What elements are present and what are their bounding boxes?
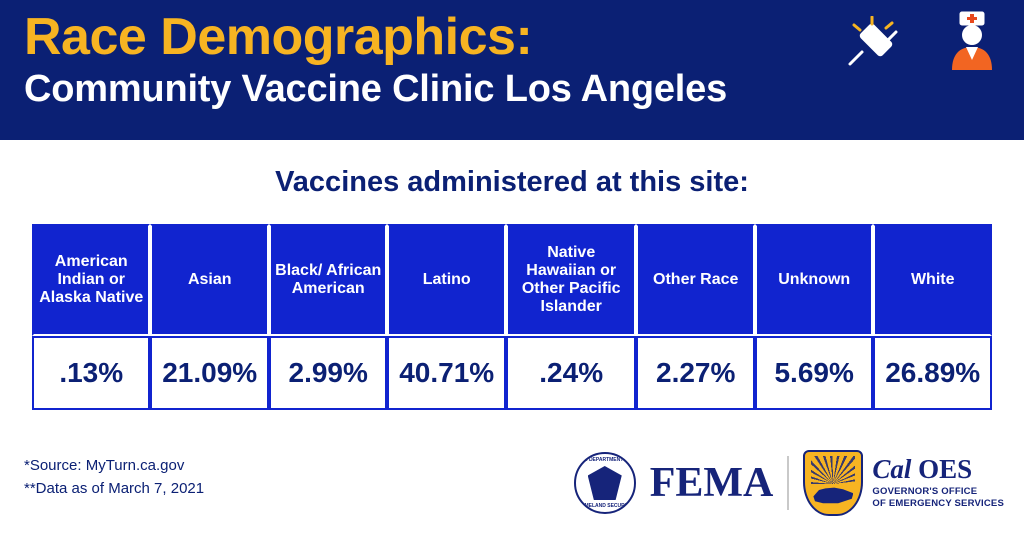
- table-header-cell: Unknown: [755, 224, 873, 336]
- demographics-table-wrapper: [32, 224, 992, 410]
- table-value-cell: 40.71%: [387, 336, 505, 410]
- table-value-cell: 26.89%: [873, 336, 992, 410]
- table-header-cell: White: [873, 224, 992, 336]
- table-header-cell: Asian: [150, 224, 268, 336]
- table-header-cell: American Indian or Alaska Native: [32, 224, 150, 336]
- header-icon-group: [842, 10, 1002, 84]
- logo-divider: [787, 456, 789, 510]
- page-title: Race Demographics:: [24, 8, 533, 66]
- syringe-icon: [842, 16, 904, 77]
- header-band: [0, 0, 1024, 140]
- dhs-seal-bottom-text: HOMELAND SECURITY: [576, 503, 633, 509]
- cal-oes-subtitle-line-2: OF EMERGENCY SERVICES: [872, 498, 1004, 509]
- table-header-row: [32, 224, 992, 336]
- table-header-cell: Native Hawaiian or Other Pacific Islander: [506, 224, 637, 336]
- cal-oes-subtitle-line-1: GOVERNOR'S OFFICE: [872, 486, 978, 498]
- dhs-seal-icon: [574, 452, 636, 514]
- page-subtitle: Community Vaccine Clinic Los Angeles: [24, 67, 728, 110]
- nurse-icon: [946, 10, 998, 77]
- table-row: [32, 336, 992, 410]
- table-value-cell: .13%: [32, 336, 150, 410]
- table-value-cell: 21.09%: [150, 336, 268, 410]
- sun-rays-icon: [811, 456, 855, 484]
- demographics-table: [32, 224, 992, 410]
- source-line-1: *Source: MyTurn.ca.gov: [24, 457, 185, 474]
- cal-oes-oes-word: OES: [911, 454, 973, 485]
- table-value-cell: .24%: [506, 336, 637, 410]
- table-header-cell: Black/ African American: [269, 224, 387, 336]
- cal-oes-badge-icon: [803, 450, 863, 516]
- cal-oes-cal-word: Cal: [872, 454, 912, 485]
- cal-oes-subtitle: [872, 486, 1004, 510]
- bear-icon: [813, 484, 853, 504]
- table-header-cell: Other Race: [636, 224, 754, 336]
- table-header-cell: Latino: [387, 224, 505, 336]
- cal-oes-title: [872, 456, 1004, 483]
- table-value-cell: 2.27%: [636, 336, 754, 410]
- table-value-cell: 2.99%: [269, 336, 387, 410]
- chart-subtitle: Vaccines administered at this site:: [275, 166, 749, 198]
- dhs-seal-top-text: U.S. DEPARTMENT OF: [577, 457, 632, 463]
- cal-oes-logo: [803, 450, 1004, 516]
- source-line-2: **Data as of March 7, 2021: [24, 480, 205, 498]
- fema-wordmark: FEMA: [649, 460, 774, 506]
- source-note: [24, 454, 204, 501]
- table-value-cell: 5.69%: [755, 336, 873, 410]
- cal-oes-text-block: [872, 456, 1004, 510]
- footer-logo-group: [574, 448, 1004, 518]
- dhs-seal-shield: [588, 466, 622, 500]
